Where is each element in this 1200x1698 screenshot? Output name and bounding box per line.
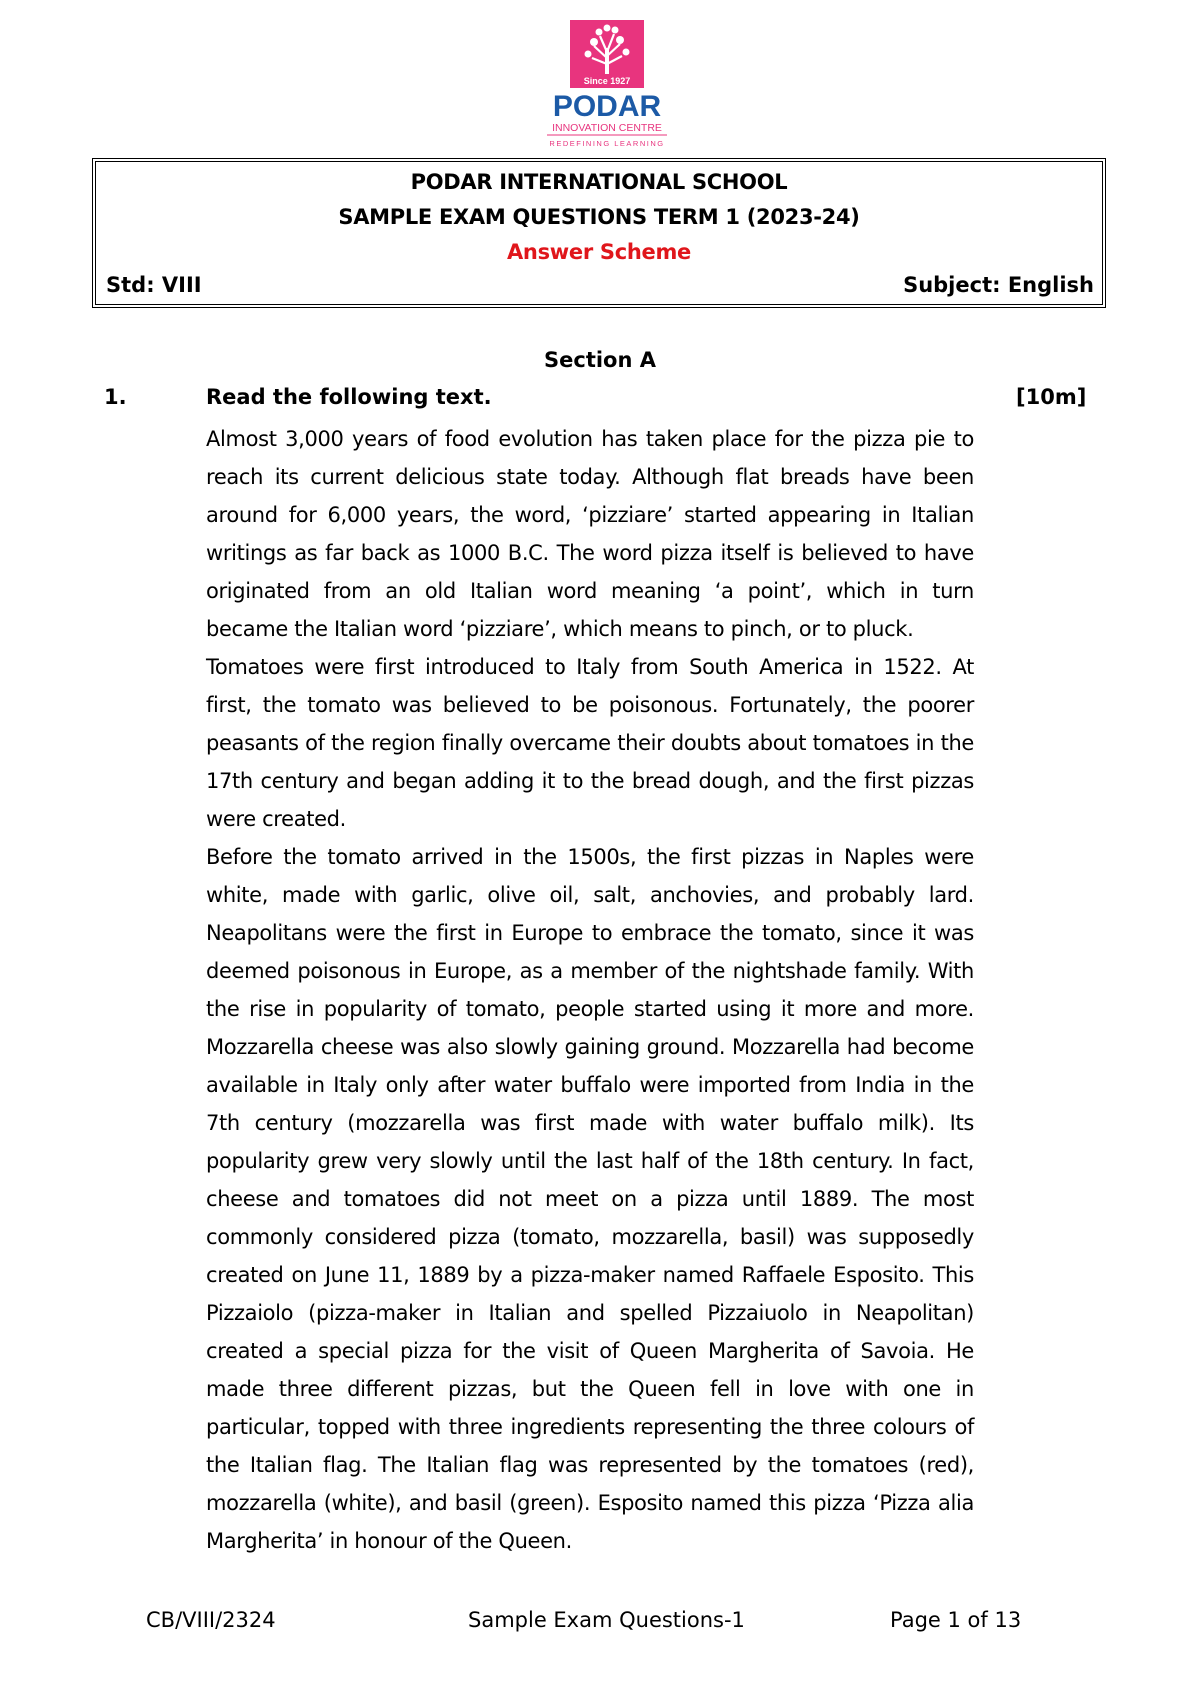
passage-paragraph: Almost 3,000 years of food evolution has taken place for the pizza pie to reach its current delicious state today. Although flat breads have been around for 6,000 years, the word, ‘pizziare’ started appearing in Italian writings as far back as 1000 B.C. The word pizza itself is believed to have originated from an old Italian word meaning ‘a point’, which in turn became the Italian word ‘pizziare’, which means to pinch, or to pluck. bbox=[206, 427, 974, 641]
exam-header-box bbox=[92, 158, 1106, 308]
question-title: Read the following text. bbox=[206, 385, 492, 409]
exam-title: SAMPLE EXAM QUESTIONS TERM 1 (2023-24) bbox=[338, 205, 860, 229]
footer-page-number: Page 1 of 13 bbox=[890, 1608, 1022, 1632]
podar-logo-graphic bbox=[532, 18, 682, 150]
footer-code: CB/VIII/2324 bbox=[146, 1608, 276, 1632]
passage-paragraph: Before the tomato arrived in the 1500s, the first pizzas in Naples were white, made with garlic, olive oil, salt, anchovies, and probably lard. Neapolitans were the first in Europe to embrace the tomato, since it was deemed poisonous in Europe, as a member of the nightshade family. With the rise in popularity of tomato, people started using it more and more. Mozzarella cheese was also slowly gaining ground. Mozzarella had become available in Italy only after water buffalo were imported from India in the 7th century (mozzarella was first made with water buffalo milk). Its popularity grew very slowly until the last half of the 18th century. In fact, cheese and tomatoes did not meet on a pizza until 1889. The most commonly considered pizza (tomato, mozzarella, basil) was supposedly created on June 11, 1889 by a pizza-maker named Raffaele Esposito. This Pizzaiolo (pizza-maker in Italian and spelled Pizzaiuolo in Neapolitan) created a special pizza for the visit of Queen Margherita of Savoia. He made three different pizzas, but the Queen fell in love with one in particular, topped with three ingredients representing the three colours of the Italian flag. The Italian flag was represented by the tomatoes (red), mozzarella (white), and basil (green). Esposito named this pizza ‘Pizza alia Margherita’ in honour of the Queen. bbox=[206, 845, 974, 1553]
section-title: Section A bbox=[544, 348, 656, 372]
logo-brand-text: PODAR bbox=[552, 90, 662, 123]
logo-since-text: Since 1927 bbox=[583, 76, 631, 86]
passage-paragraph: Tomatoes were first introduced to Italy from South America in 1522. At first, the tomato was believed to be poisonous. Fortunately, the poorer peasants of the region finally overcame their doubts about tomatoes in the 17th century and began adding it to the bread dough, and the first pizzas were created. bbox=[206, 655, 974, 831]
podar-logo bbox=[532, 18, 682, 150]
logo-sub-text: INNOVATION CENTRE bbox=[552, 122, 662, 134]
footer-title: Sample Exam Questions-1 bbox=[468, 1608, 745, 1632]
reading-passage bbox=[206, 420, 974, 1560]
answer-scheme-label: Answer Scheme bbox=[506, 240, 691, 264]
question-number: 1. bbox=[104, 385, 127, 409]
question-marks: [10m] bbox=[1016, 385, 1087, 409]
school-name: PODAR INTERNATIONAL SCHOOL bbox=[410, 170, 788, 194]
logo-tagline-text: REDEFINING LEARNING bbox=[549, 139, 665, 148]
subject-label: Subject: English bbox=[903, 273, 1094, 297]
standard-label: Std: VIII bbox=[106, 273, 202, 297]
